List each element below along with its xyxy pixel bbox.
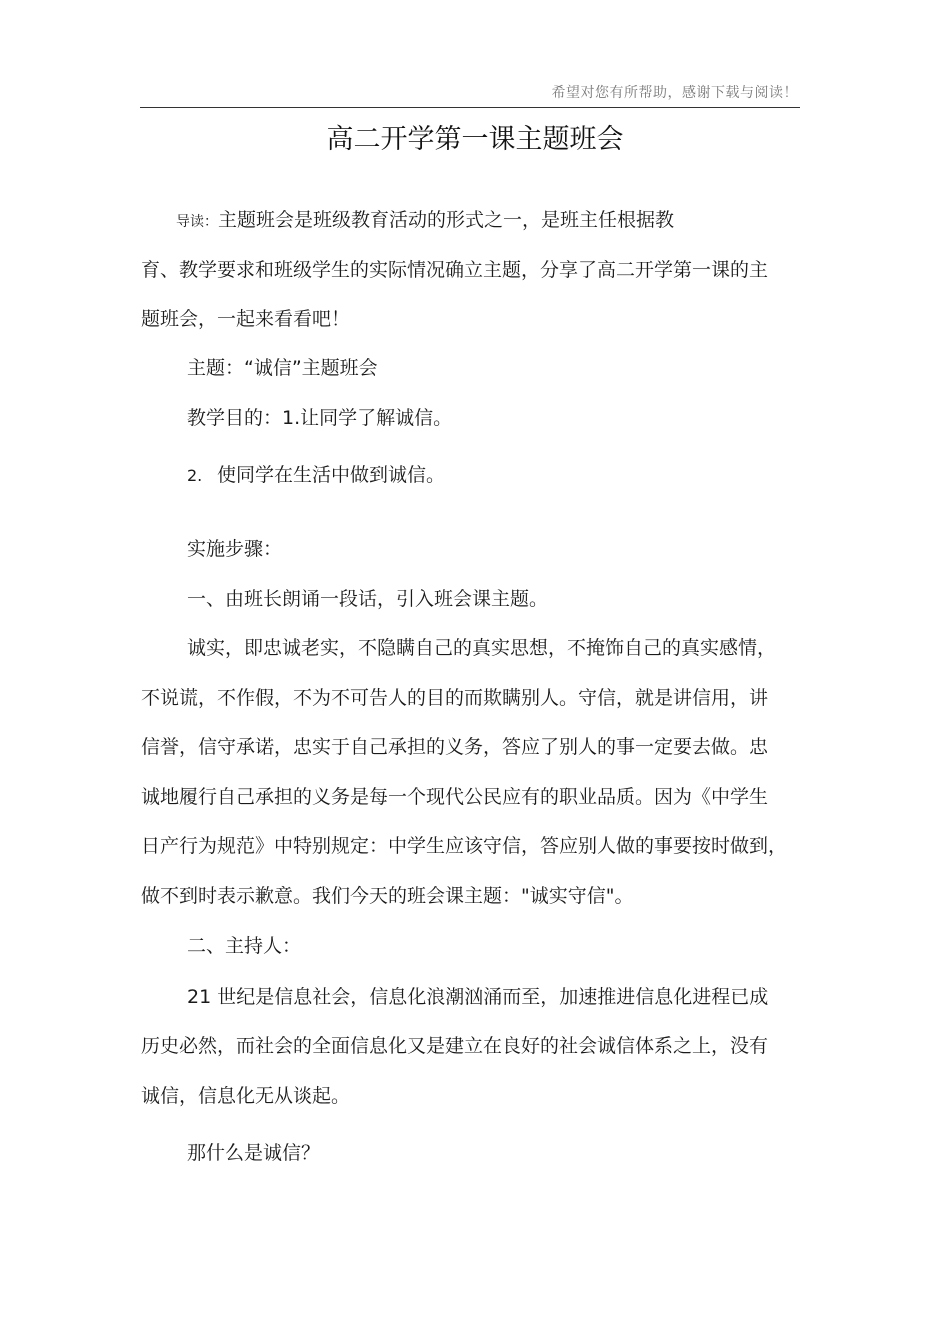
question-line: 那什么是诚信？ xyxy=(187,1142,321,1164)
passage-1-line-5: 日产行为规范》中特别规定：中学生应该守信，答应别人做的事要按时做到， xyxy=(141,835,788,857)
intro-line-3: 题班会，一起来看看吧！ xyxy=(141,308,351,330)
intro-text-1: 主题班会是班级教育活动的形式之一，是班主任根据教 xyxy=(218,209,675,231)
intro-label: 导读： xyxy=(176,214,218,230)
step-1: 一、由班长朗诵一段话，引入班会课主题。 xyxy=(187,588,549,610)
passage-2-line-2: 历史必然，而社会的全面信息化又是建立在良好的社会诚信体系之上，没有 xyxy=(141,1035,769,1057)
step-2: 二、主持人： xyxy=(187,935,302,957)
header-note: 希望对您有所帮助，感谢下载与阅读！ xyxy=(551,85,798,101)
passage-1-line-1: 诚实，即忠诚老实，不隐瞒自己的真实思想，不掩饰自己的真实感情， xyxy=(187,637,777,659)
passage-2-line-1: 21 世纪是信息社会，信息化浪潮汹涌而至，加速推进信息化进程已成 xyxy=(187,986,769,1008)
objective-line-1: 教学目的：1.让同学了解诚信。 xyxy=(187,407,453,429)
intro-line-1 xyxy=(176,207,674,235)
document-title: 高二开学第一课主题班会 xyxy=(326,124,624,155)
objective-line-2 xyxy=(187,462,445,489)
passage-1-line-6: 做不到时表示歉意。我们今天的班会课主题："诚实守信"。 xyxy=(141,885,634,907)
passage-1-line-2: 不说谎，不作假，不为不可告人的目的而欺瞒别人。守信，就是讲信用，讲 xyxy=(141,687,769,709)
passage-1-line-4: 诚地履行自己承担的义务是每一个现代公民应有的职业品质。因为《中学生 xyxy=(141,786,769,808)
objective-item-text: 使同学在生活中做到诚信。 xyxy=(217,464,446,486)
passage-2-line-3: 诚信，信息化无从谈起。 xyxy=(141,1085,351,1107)
theme-line: 主题：“诚信”主题班会 xyxy=(187,357,378,379)
intro-line-2: 育、教学要求和班级学生的实际情况确立主题，分享了高二开学第一课的主 xyxy=(141,259,769,281)
objective-item-number: 2. xyxy=(187,466,203,485)
passage-1-line-3: 信誉，信守承诺，忠实于自己承担的义务，答应了别人的事一定要去做。忠 xyxy=(141,736,769,758)
header-rule xyxy=(140,107,800,108)
steps-heading: 实施步骤： xyxy=(187,538,283,560)
